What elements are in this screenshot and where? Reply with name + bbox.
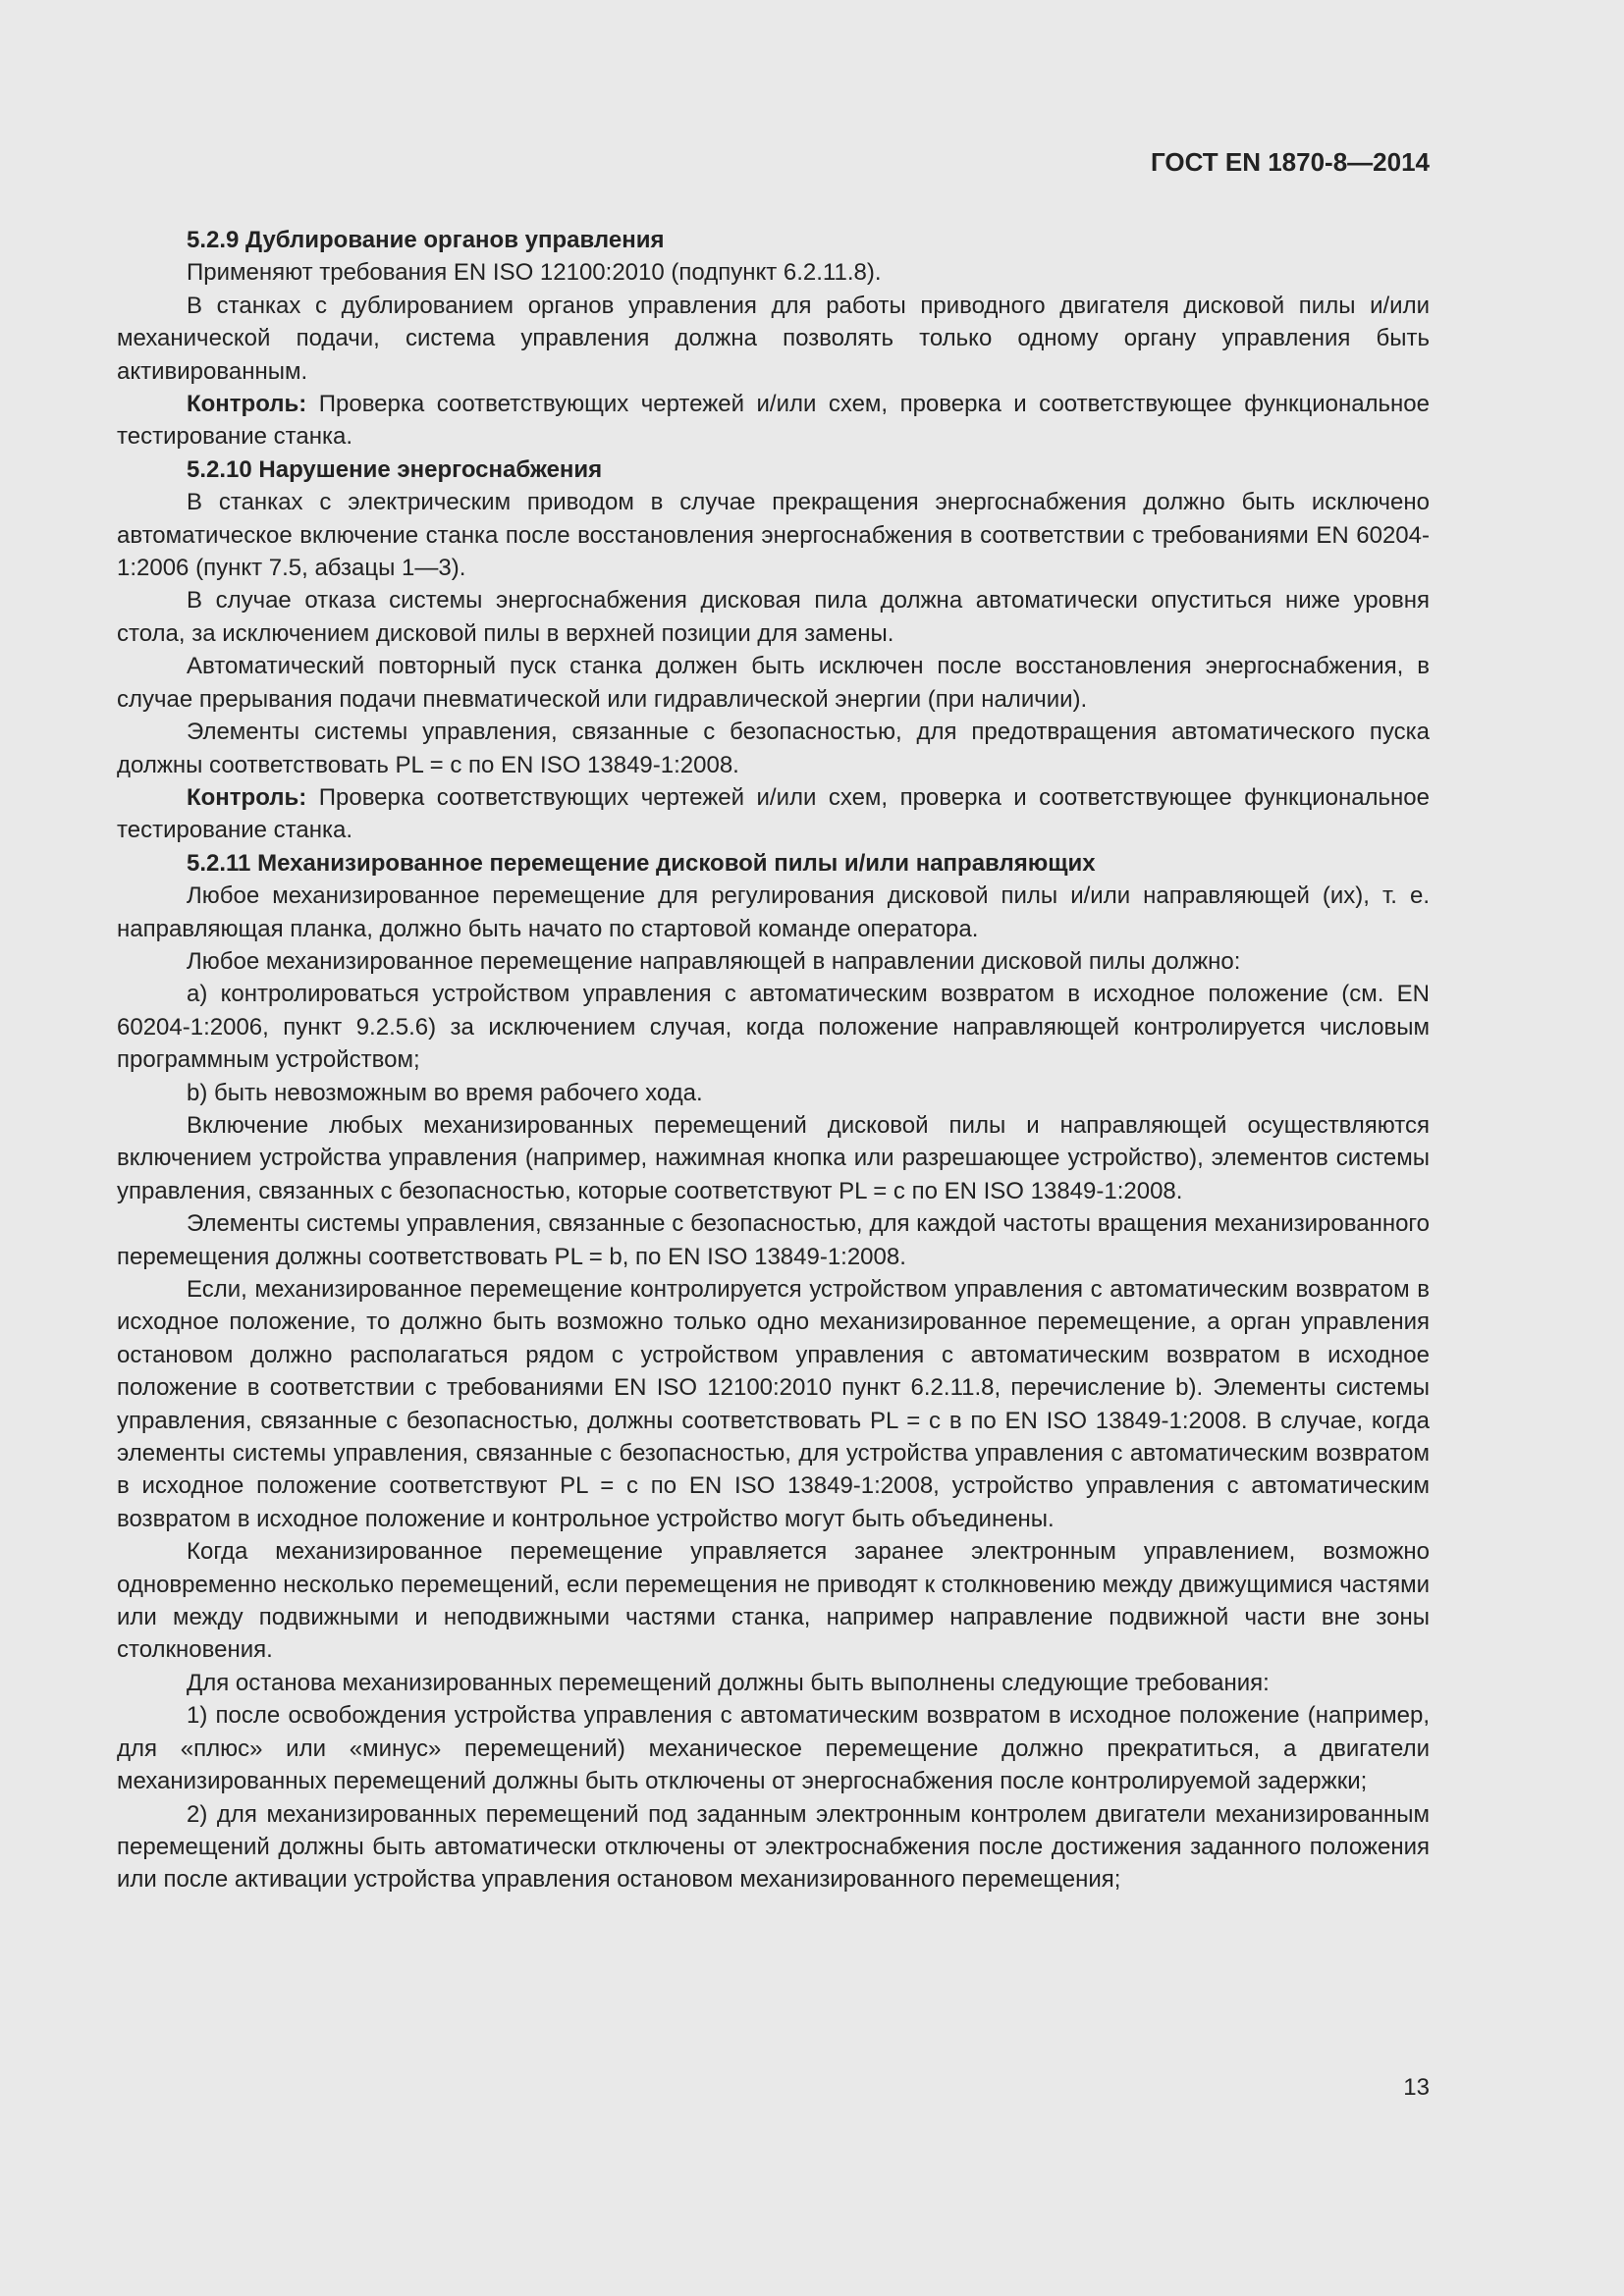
paragraph: В случае отказа системы энергоснабжения дисковая пила должна автоматически опуститься ниже уровня стола, за исключением дисковой пилы в верхней позиции для замены. (117, 587, 1430, 647)
paragraph: Элементы системы управления, связанные с безопасностью, для предотвращения автоматического пуска должны соответствовать PL = c по EN ISO 13849-1:2008. (117, 719, 1430, 778)
paragraph: Для останова механизированных перемещений должны быть выполнены следующие требования: (187, 1669, 1270, 1696)
paragraph: Любое механизированное перемещение направляющей в направлении дисковой пилы должно: (187, 947, 1241, 975)
paragraph: Применяют требования EN ISO 12100:2010 (подпункт 6.2.11.8). (187, 259, 882, 287)
section-title-5-2-10: 5.2.10 Нарушение энергоснабжения (187, 455, 603, 483)
section-title-5-2-11: 5.2.11 Механизированное перемещение дисковой пилы и/или направляющих (187, 849, 1096, 877)
control-paragraph (117, 388, 1430, 454)
list-item-1: 1) после освобождения устройства управления с автоматическим возвратом в исходное положение (например, для «плюс» или «минус» перемещений) механическое перемещение должно прекратиться, а двигатели механизированных перемещений должны быть отключены от энергоснабжения после контролируемой задержки; (117, 1702, 1430, 1795)
list-item-2: 2) для механизированных перемещений под заданным электронным контролем двигатели механизированным перемещений должны быть автоматически отключены от электроснабжения после достижения заданного положения или после активации устройства управления остановом механизированного перемещения; (117, 1800, 1430, 1894)
paragraph: В станках с дублированием органов управления для работы приводного двигателя дисковой пилы и/или механической подачи, система управления должна позволять только одному органу управления быть активированным. (117, 292, 1430, 385)
paragraph: Любое механизированное перемещение для регулирования дисковой пилы и/или направляющей (их), т. е. направляющая планка, должно быть начато по стартовой команде оператора. (117, 882, 1430, 942)
paragraph: Включение любых механизированных перемещений дисковой пилы и направляющей осуществляются включением устройства управления (например, нажимная кнопка или разрешающее устройство), элементов системы управления, связанных с безопасностью, которые соответствуют PL = c по EN ISO 13849-1:2008. (117, 1111, 1430, 1204)
list-item-b: b) быть невозможным во время рабочего хода. (187, 1079, 703, 1106)
section-title-5-2-9: 5.2.9 Дублирование органов управления (187, 227, 665, 253)
paragraph: Когда механизированное перемещение управляется заранее электронным управлением, возможно одновременно несколько перемещений, если перемещения не приводят к столкновению между движущимися частями или между подвижными и неподвижными частями станка, например направление подвижной части вне зоны столкновения. (117, 1538, 1430, 1664)
list-item-a: a) контролироваться устройством управления с автоматическим возвратом в исходное положение (см. EN 60204-1:2006, пункт 9.2.5.6) за исключением случая, когда положение направляющей контролируется числовым программным устройством; (117, 981, 1430, 1074)
control-text: Проверка соответствующих чертежей и/или схем, проверка и соответствующее функциональное тестирование станка. (117, 783, 1430, 844)
paragraph: Элементы системы управления, связанные с безопасностью, для каждой частоты вращения механизированного перемещения должны соответствовать PL = b, по EN ISO 13849-1:2008. (117, 1210, 1430, 1270)
page-number: 13 (1403, 2074, 1430, 2101)
paragraph: В станках с электрическим приводом в случае прекращения энергоснабжения должно быть исключено автоматическое включение станка после восстановления энергоснабжения в соответствии с требованиями EN 60204-1:2006 (пункт 7.5, абзацы 1—3). (117, 489, 1430, 582)
paragraph: Если, механизированное перемещение контролируется устройством управления с автоматическим возвратом в исходное положение, то должно быть возможно только одно механизированное перемещение, а орган управления остановом должно располагаться рядом с устройством управления с автоматическим возвратом в исходное положение в соответствии с требованиями EN ISO 12100:2010 пункт 6.2.11.8, перечисление b). Элементы системы управления, связанные с безопасностью, должны соответствовать PL = c в по EN ISO 13849-1:2008. В случае, когда элементы системы управления, связанные с безопасностью, для устройства управления с автоматическим возвратом в исходное положение соответствуют PL = c по EN ISO 13849-1:2008, устройство управления с автоматическим возвратом в исходное положение и контрольное устройство могут быть объединены. (117, 1276, 1430, 1532)
document-body (117, 224, 1430, 1896)
document-header: ГОСТ EN 1870-8—2014 (1151, 147, 1430, 177)
control-label: Контроль: (187, 391, 307, 418)
control-text: Проверка соответствующих чертежей и/или схем, проверка и соответствующее функциональное тестирование станка. (117, 391, 1430, 451)
paragraph: Автоматический повторный пуск станка должен быть исключен после восстановления энергоснабжения, в случае прерывания подачи пневматической или гидравлической энергии (при наличии). (117, 653, 1430, 713)
control-paragraph (117, 781, 1430, 847)
control-label: Контроль: (187, 783, 307, 811)
